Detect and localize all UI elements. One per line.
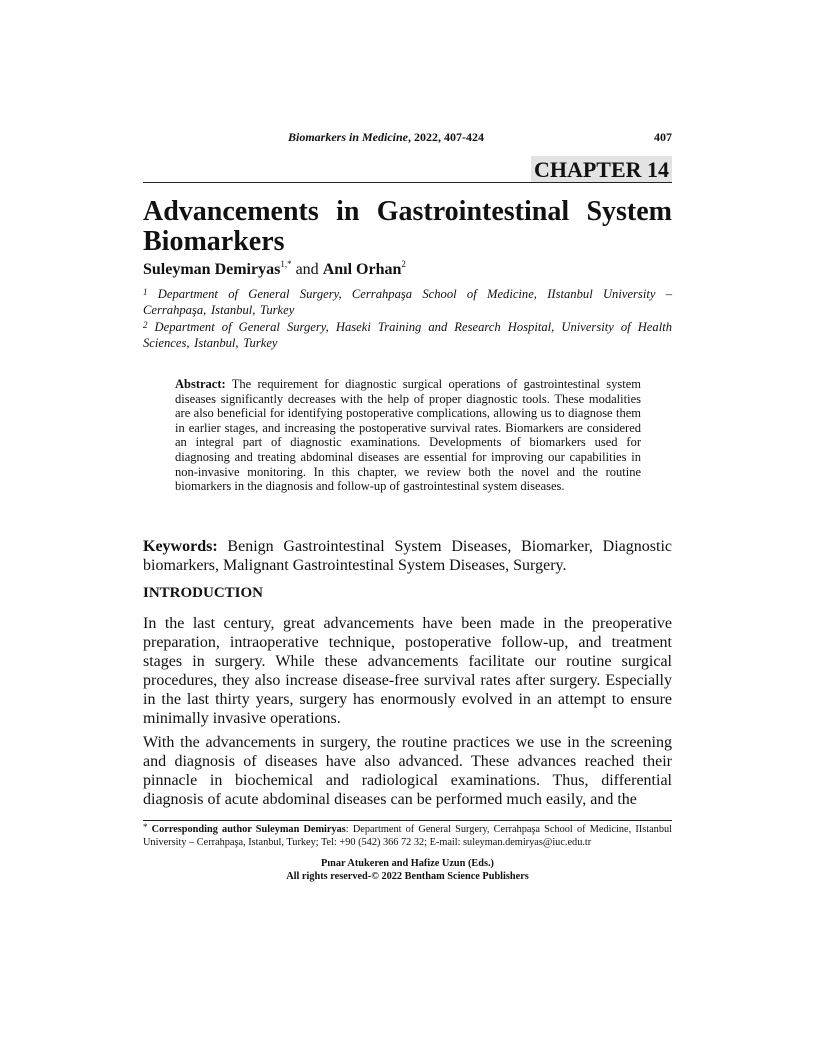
affiliation-2 — [143, 319, 672, 351]
affiliation-sup: 1 — [143, 287, 148, 297]
paragraph: In the last century, great advancements have been made in the preoperative preparation, intraoperative technique, postoperative follow-up, and treatment stages in surgery. While these advancements facilitate our routine surgical procedures, they also increase disease-free survival rates after surgery. Especially in the last thirty years, surgery has enormously evolved in an attempt to ensure minimally invasive operations. — [143, 615, 672, 727]
header-rule — [143, 182, 672, 183]
footnote-rule — [143, 820, 672, 821]
keywords — [143, 537, 672, 575]
paragraph: With the advancements in surgery, the routine practices we use in the screening and diagnosis of diseases have also advanced. These advances reached their pinnacle in biochemical and radiological examinations. Thus, differential diagnosis of acute abdominal diseases can be performed much easily, and the — [143, 734, 672, 808]
chapter-title: Advancements in Gastrointestinal System Biomarkers — [143, 196, 672, 257]
editors: Pınar Atukeren and Hafize Uzun (Eds.) — [321, 858, 494, 869]
footnote — [143, 823, 672, 849]
author-2: Anıl Orhan — [322, 261, 402, 278]
abstract — [175, 377, 641, 494]
abstract-label: Abstract: — [175, 377, 226, 391]
journal-name: Biomarkers in Medicine — [288, 130, 409, 144]
journal-citation — [288, 130, 484, 145]
authors-joiner: and — [291, 261, 323, 278]
page-number: 407 — [654, 130, 672, 144]
footnote-label: Corresponding author Suleyman Demiryas — [147, 824, 346, 835]
author-1-sup: 1,* — [280, 259, 292, 269]
affiliation-text: Department of General Surgery, Haseki Training and Research Hospital, University of Health Sciences, Istanbul, Turkey — [143, 320, 672, 350]
journal-year-pages: , 2022, 407-424 — [408, 130, 485, 144]
footnote-sup: * — [143, 822, 148, 832]
affiliation-sup: 2 — [143, 320, 148, 330]
authors — [143, 261, 406, 279]
keywords-label: Keywords: — [143, 538, 218, 555]
author-2-sup: 2 — [401, 259, 406, 269]
chapter-label: CHAPTER 14 — [531, 156, 672, 183]
affiliation-1 — [143, 286, 672, 318]
author-1: Suleyman Demiryas — [143, 261, 281, 278]
section-heading: INTRODUCTION — [143, 585, 264, 601]
copyright: All rights reserved-© 2022 Bentham Science Publishers — [286, 870, 529, 882]
publisher-info — [143, 858, 672, 883]
affiliation-text: Department of General Surgery, Cerrahpaşa School of Medicine, IIstanbul University – Cerrahpaşa, Istanbul, Turkey — [143, 287, 672, 317]
abstract-text: The requirement for diagnostic surgical operations of gastrointestinal system diseases significantly decreases with the help of proper diagnostic tools. These modalities are also beneficial for identifying postoperative complications, allowing us to diagnose them in earlier stages, and increasing the postoperative survival rates. Biomarkers are considered an integral part of diagnostic examinations. Developments of biomarkers used for diagnosing and treating abdominal diseases are essential for improving our capabilities in non-invasive monitoring. In this chapter, we review both the novel and the routine biomarkers in the diagnosis and follow-up of gastrointestinal system diseases. — [175, 377, 641, 494]
footnote-text: : Department of General Surgery, Cerrahpaşa School of Medicine, IIstanbul University – Cerrahpaşa, Istanbul, Turkey; Tel: +90 (542) 366 72 32; E-mail: suleyman.demiryas@iuc.edu.tr — [143, 824, 672, 848]
keywords-text: Benign Gastrointestinal System Diseases, Biomarker, Diagnostic biomarkers, Malignant Gastrointestinal System Diseases, Surgery. — [143, 538, 672, 574]
